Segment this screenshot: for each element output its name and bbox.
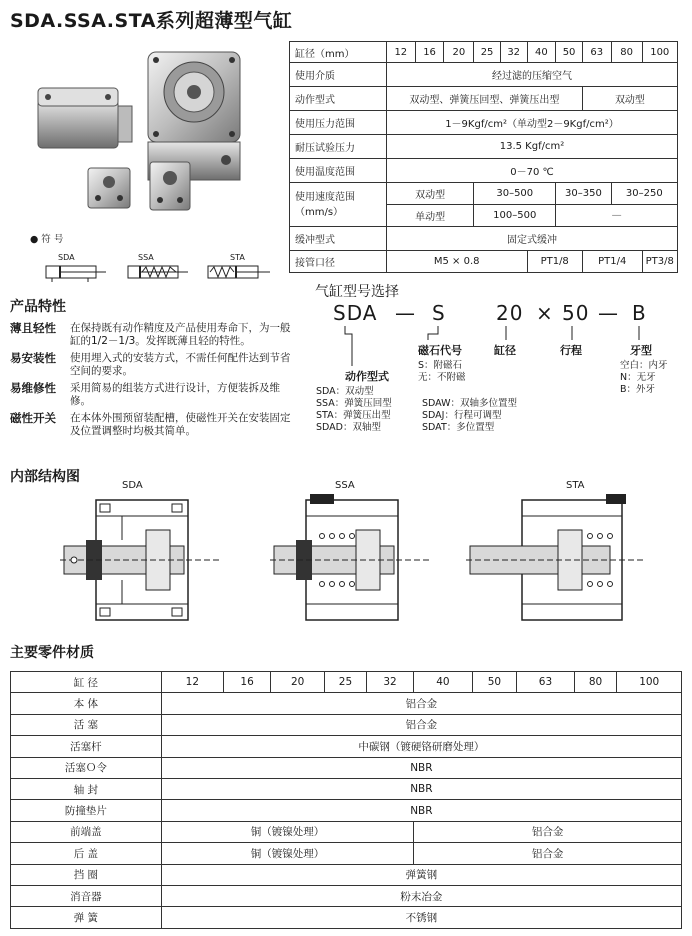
materials-row — [11, 864, 682, 885]
spec-pressure-value: 1－9Kgf/cm²（单动型2－9Kgf/cm²） — [386, 111, 677, 135]
materials-row — [11, 800, 682, 821]
materials-split-row — [11, 843, 682, 864]
model-action-item: SDA：双动型 — [316, 386, 374, 397]
materials-row — [11, 778, 682, 799]
spec-row-pressure — [290, 111, 678, 135]
feature-key: 磁性开关 — [10, 411, 56, 425]
model-magnet-item: 无：不附磁 — [418, 372, 466, 383]
sta-section-drawing — [466, 494, 646, 626]
spec-port-v2: PT1/8 — [527, 251, 582, 273]
spec-bore-cell: 63 — [582, 42, 611, 63]
feature-key: 易安装性 — [10, 351, 56, 365]
materials-bore-cell: 40 — [414, 672, 472, 693]
spec-temp-value: 0－70 ℃ — [386, 159, 677, 183]
spec-row-action — [290, 87, 678, 111]
spec-medium-value: 经过滤的压缩空气 — [386, 63, 677, 87]
feature-item — [10, 412, 300, 438]
materials-bore-cell: 12 — [161, 672, 223, 693]
feature-item — [10, 382, 300, 408]
materials-row-value: 铝合金 — [161, 714, 681, 735]
feature-item — [10, 322, 300, 348]
spec-row-speed-double — [290, 183, 678, 205]
symbol-name-ssa: SSA — [138, 253, 154, 262]
feature-key: 薄且轻性 — [10, 321, 56, 335]
structure-heading: 内部结构图 — [10, 469, 80, 485]
spec-temp-label: 使用温度范围 — [290, 159, 387, 183]
spec-port-v3: PT1/4 — [582, 251, 642, 273]
page-title: SDA.SSA.STA系列超薄型气缸 — [10, 10, 293, 32]
model-magnet-list — [418, 360, 466, 384]
materials-row-name: 本 体 — [11, 693, 162, 714]
product-photo — [30, 40, 290, 225]
spec-row-port — [290, 251, 678, 273]
model-action-heading: 动作型式 — [345, 370, 389, 383]
spec-speed-label-a: 使用速度范围 — [295, 191, 355, 203]
materials-table — [10, 671, 682, 929]
model-magnet-item: S：附磁石 — [418, 360, 463, 371]
feature-item — [10, 352, 300, 378]
materials-row — [11, 736, 682, 757]
materials-bore-cell: 16 — [223, 672, 270, 693]
spec-cushion-label: 缓冲型式 — [290, 227, 387, 251]
model-bore-heading: 缸径 — [494, 344, 516, 357]
model-action-item: SDAD：双轴型 — [316, 422, 381, 433]
structure-label-ssa: SSA — [335, 480, 355, 491]
materials-row-value: 不锈钢 — [161, 907, 681, 928]
spec-row-medium — [290, 63, 678, 87]
model-thread-item: N：无牙 — [620, 372, 656, 383]
materials-row-name: 活 塞 — [11, 714, 162, 735]
materials-row-bore — [11, 672, 682, 693]
spec-speed-label-b: （mm/s） — [295, 206, 344, 218]
structure-label-sta: STA — [566, 480, 585, 491]
materials-row-value-left: 铜（镀镍处理） — [161, 843, 413, 864]
feature-key: 易维修性 — [10, 381, 56, 395]
materials-row-name: 弹 簧 — [11, 907, 162, 928]
spec-proof-label: 耐压试验压力 — [290, 135, 387, 159]
features-heading: 产品特性 — [10, 299, 66, 315]
spec-row-proof — [290, 135, 678, 159]
ssa-section-drawing — [270, 494, 430, 626]
spec-row-temp — [290, 159, 678, 183]
spec-bore-cell: 32 — [500, 42, 527, 63]
model-action-item: SSA：弹簧压回型 — [316, 398, 392, 409]
materials-bore-cell: 25 — [325, 672, 367, 693]
spec-action-value-b: 双动型 — [582, 87, 677, 111]
materials-row-value-left: 铜（镀镍处理） — [161, 821, 413, 842]
materials-row-name: 防撞垫片 — [11, 800, 162, 821]
model-part-bore: 20 — [496, 301, 524, 325]
spec-row-bore — [290, 42, 678, 63]
spec-bore-cell: 100 — [642, 42, 677, 63]
materials-row — [11, 907, 682, 928]
model-heading: 气缸型号选择 — [315, 284, 399, 300]
materials-bore-cell: 20 — [271, 672, 325, 693]
feature-text: 在保持既有动作精度及产品使用寿命下，为一般缸的1/2－1/3。发挥既薄且轻的特性。 — [70, 322, 291, 347]
spec-speed-double-b: 30–350 — [556, 183, 611, 205]
model-action-item: SDAW：双轴多位置型 — [422, 398, 518, 409]
spec-cushion-value: 固定式缓冲 — [386, 227, 677, 251]
materials-bore-label: 缸 径 — [11, 672, 162, 693]
spec-port-v1: M5 × 0.8 — [386, 251, 527, 273]
spec-action-value-a: 双动型、弹簧压回型、弹簧压出型 — [386, 87, 582, 111]
symbol-name-sda: SDA — [58, 253, 75, 262]
model-part-stroke: 50 — [562, 301, 590, 325]
materials-row-value: 弹簧钢 — [161, 864, 681, 885]
feature-text: 使用埋入式的安装方式，不需任何配件达到节省空间的要求。 — [70, 352, 291, 377]
spec-port-v4: PT3/8 — [642, 251, 677, 273]
materials-row — [11, 693, 682, 714]
model-separator: — — [395, 301, 416, 325]
spec-row-cushion — [290, 227, 678, 251]
materials-bore-cell: 100 — [617, 672, 682, 693]
materials-row-name: 前端盖 — [11, 821, 162, 842]
materials-row — [11, 714, 682, 735]
materials-row-value-right: 铝合金 — [414, 843, 682, 864]
symbol-label: ● 符 号 — [30, 234, 64, 245]
model-part-magnet: S — [432, 301, 446, 325]
model-thread-heading: 牙型 — [630, 344, 652, 357]
materials-row-value: 铝合金 — [161, 693, 681, 714]
materials-row-name: 轴 封 — [11, 778, 162, 799]
model-action-item: STA：弹簧压出型 — [316, 410, 391, 421]
features-list — [10, 322, 300, 438]
structure-label-sda: SDA — [122, 480, 143, 491]
materials-row-value: NBR — [161, 757, 681, 778]
materials-row-name: 活塞杆 — [11, 736, 162, 757]
spec-medium-label: 使用介质 — [290, 63, 387, 87]
spec-speed-double-a: 30–500 — [474, 183, 556, 205]
spec-pressure-label: 使用压力范围 — [290, 111, 387, 135]
spec-port-label: 接管口径 — [290, 251, 387, 273]
materials-heading: 主要零件材质 — [10, 645, 94, 661]
model-separator: — — [598, 301, 619, 325]
materials-row-name: 后 盖 — [11, 843, 162, 864]
materials-bore-cell: 63 — [517, 672, 575, 693]
model-action-list — [316, 386, 392, 434]
spec-bore-cell: 25 — [474, 42, 501, 63]
model-action-item: SDAJ：行程可调型 — [422, 410, 502, 421]
materials-row-value: 中碳钢（镀硬铬研磨处理） — [161, 736, 681, 757]
sda-section-drawing — [60, 494, 220, 626]
materials-row-value-right: 铝合金 — [414, 821, 682, 842]
spec-table — [289, 41, 678, 273]
materials-row-value: NBR — [161, 800, 681, 821]
materials-row-value: NBR — [161, 778, 681, 799]
materials-row — [11, 757, 682, 778]
materials-row — [11, 885, 682, 906]
feature-text: 在本体外围预留装配槽，使磁性开关在安装固定及位置调整时均极其简单。 — [70, 412, 291, 437]
model-action-list-b — [422, 398, 517, 434]
materials-row-name: 挡 圈 — [11, 864, 162, 885]
materials-row-name: 消音器 — [11, 885, 162, 906]
spec-speed-label — [290, 183, 387, 227]
model-stroke-heading: 行程 — [560, 344, 582, 357]
model-action-item: SDAT：多位置型 — [422, 422, 495, 433]
spec-action-label: 动作型式 — [290, 87, 387, 111]
materials-row-value: 粉末冶金 — [161, 885, 681, 906]
spec-bore-cell: 40 — [527, 42, 556, 63]
model-magnet-heading: 磁石代号 — [418, 344, 462, 357]
spec-bore-label: 缸径（mm） — [290, 42, 387, 63]
materials-bore-cell: 50 — [472, 672, 517, 693]
feature-text: 采用简易的组装方式进行设计，方便装拆及维修。 — [70, 382, 280, 407]
spec-proof-value: 13.5 Kgf/cm² — [386, 135, 677, 159]
materials-bore-cell: 32 — [366, 672, 413, 693]
pneumatic-symbols — [36, 262, 276, 284]
spec-speed-single-a: 100–500 — [474, 205, 556, 227]
spec-bore-cell: 50 — [556, 42, 583, 63]
spec-speed-single-b: — — [556, 205, 678, 227]
spec-bore-cell: 20 — [444, 42, 474, 63]
materials-bore-cell: 80 — [574, 672, 617, 693]
model-separator: × — [536, 301, 554, 325]
model-thread-list — [620, 360, 668, 396]
model-thread-item: B：外牙 — [620, 384, 656, 395]
model-thread-item: 空白：内牙 — [620, 360, 668, 371]
model-part-series: SDA — [333, 301, 378, 325]
symbol-name-sta: STA — [230, 253, 245, 262]
materials-row-name: 活塞Ｏ令 — [11, 757, 162, 778]
spec-speed-double-c: 30–250 — [611, 183, 677, 205]
spec-bore-cell: 16 — [415, 42, 444, 63]
spec-speed-single-label: 单动型 — [386, 205, 473, 227]
spec-bore-cell: 80 — [611, 42, 642, 63]
model-part-thread: B — [632, 301, 647, 325]
spec-speed-double-label: 双动型 — [386, 183, 473, 205]
spec-bore-cell: 12 — [386, 42, 415, 63]
materials-split-row — [11, 821, 682, 842]
